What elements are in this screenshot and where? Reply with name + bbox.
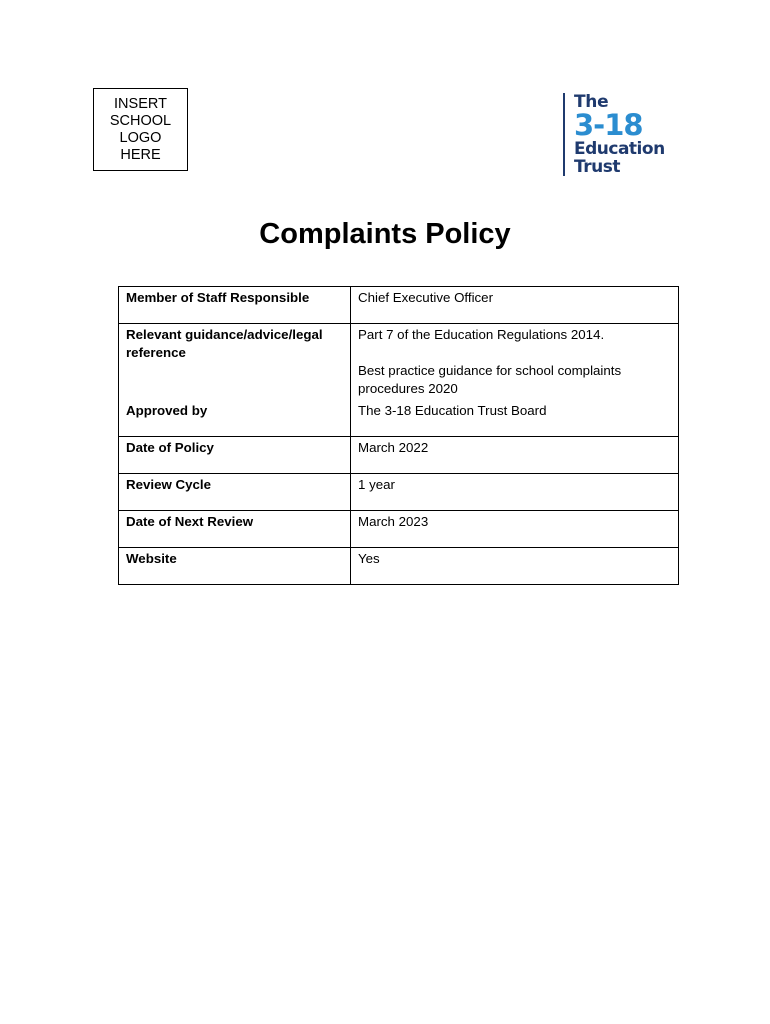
- row-label-website: Website: [119, 548, 351, 585]
- document-title: Complaints Policy: [259, 218, 511, 250]
- guidance-para-1: Part 7 of the Education Regulations 2014.: [358, 327, 605, 342]
- trust-logo-line-the: The: [574, 92, 609, 112]
- row-label-guidance: Relevant guidance/advice/legal reference: [119, 324, 351, 403]
- table-row: [119, 324, 679, 403]
- row-value-review-cycle: 1 year: [351, 474, 679, 511]
- table-row: [119, 474, 679, 511]
- table-row: [119, 402, 679, 437]
- table-row: [119, 437, 679, 474]
- row-label-next-review: Date of Next Review: [119, 511, 351, 548]
- trust-logo-line-education: Education: [574, 139, 665, 159]
- row-label-review-cycle: Review Cycle: [119, 474, 351, 511]
- row-value-approved-by: The 3-18 Education Trust Board: [351, 402, 679, 437]
- table-row: [119, 287, 679, 324]
- row-label-date-of-policy: Date of Policy: [119, 437, 351, 474]
- row-value-website: Yes: [351, 548, 679, 585]
- table-row: [119, 548, 679, 585]
- row-value-next-review: March 2023: [351, 511, 679, 548]
- trust-logo: [563, 93, 693, 177]
- trust-logo-bar: [563, 93, 565, 176]
- row-value-date-of-policy: March 2022: [351, 437, 679, 474]
- row-label-approved-by: Approved by: [119, 402, 351, 437]
- trust-logo-line-trust: Trust: [574, 157, 620, 177]
- guidance-para-2: Best practice guidance for school complaints procedures 2020: [358, 363, 622, 396]
- trust-logo-line-318: 3-18: [574, 108, 643, 142]
- table-row: [119, 511, 679, 548]
- row-value-guidance: [351, 324, 679, 403]
- trust-logo-wordmark: [574, 93, 665, 176]
- row-value-staff-responsible: Chief Executive Officer: [351, 287, 679, 324]
- school-logo-placeholder: [93, 88, 188, 171]
- policy-info-table: [118, 286, 679, 585]
- row-label-staff-responsible: Member of Staff Responsible: [119, 287, 351, 324]
- logo-placeholder-text: INSERT SCHOOL LOGO HERE: [109, 95, 172, 163]
